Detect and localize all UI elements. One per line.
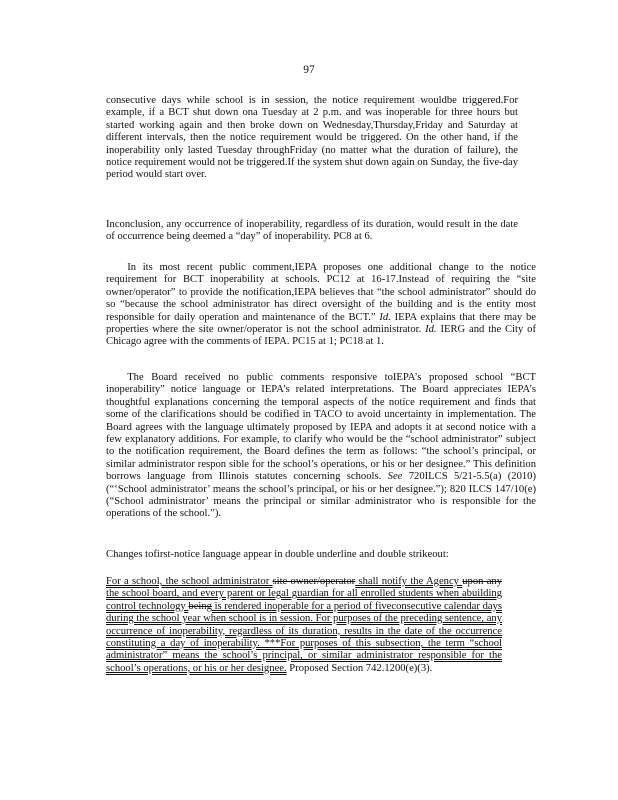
page-number: 97 <box>303 64 315 76</box>
citation-see: See <box>387 471 403 483</box>
paragraph-conclusion: Inconclusion, any occurrence of inoperability, regardless of its duration, would result in the date of occurrence being deemed a “day” of inoperability. PC8 at 6. <box>106 219 518 243</box>
p6-citation: Proposed Section 742.1200(e)(3). <box>286 662 433 674</box>
strikeout-upon-any: upon any <box>462 576 502 587</box>
paragraph-notice-trigger-example: consecutive days while school is in session, the notice requirement wouldbe triggered.For example, if a BCT shut down ona Tuesday at 2 p.m. and was inoperable for three hours but started working again and then broke down on Wednesday,Thursday,Friday and Saturday at different intervals, then the notice requirement would be triggered. On the other hand, if the inoperability only lasted Tuesday throughFriday (no matter what the duration of failure), the notice requirement would not be triggered.If the system shut down again on Sunday, the five-day period would start over. <box>106 95 518 181</box>
strikeout-being: being <box>188 600 212 612</box>
citation-id-1: Id. <box>379 311 391 323</box>
p6-text-b: shall notify the Agency <box>355 576 463 587</box>
p6-text-c: the school board, and every parent or legal guardian for all enrolled students when abuilding control technology <box>106 588 502 612</box>
p6-text-a: For a school, the school administrator <box>106 576 273 587</box>
p4-text-b: 720ILCS 5/21-5.5(a) (2010) (“‘School administrator’ means the school’s principal, or his or her designee.”); 820 ILCS 147/10(e) (“School administrator’ means the principal or similar administrator who is responsible for the operations of the school.”). <box>106 471 536 520</box>
proposed-rule-text <box>106 576 502 675</box>
p6-text-d: is rendered inoperable for a period of fiveconsecutive calendar days during the school year when school is in session. For purposes of the preceding sentence, any occurrence of inoperability, regardless of its duration, results in the date of the occurrence constituting a day of inoperability. ***For purposes of this subsection, the term “school administrator” means the school’s principal, or similar administrator responsible for the school’s operations, or his or her designee. <box>106 600 502 674</box>
p3-text-b: IEPA explains that there may be properties where the site owner/operator is not the school administrator. <box>106 311 536 336</box>
strikeout-site-owner: site owner/operator <box>272 576 356 587</box>
paragraph-board-findings <box>106 372 536 521</box>
p3-text-a: In its most recent public comment,IEPA proposes one additional change to the notice requirement for BCT inoperability at schools. PC12 at 16-17.Instead of requiring the “site owner/operator” to provide the notification,IEPA believes that “the school administrator” should do so “because the school administrator has direct oversight of the building and is the entity most responsible for daily operation and maintenance of the BCT.” <box>106 262 536 323</box>
paragraph-changes-intro: Changes tofirst-notice language appear in double underline and double strikeout: <box>106 549 449 560</box>
citation-id-2: Id. <box>425 324 437 336</box>
paragraph-iepa-comment <box>106 262 536 349</box>
p3-text-c: IERG and the City of Chicago agree with the comments of IEPA. PC15 at 1; PC18 at 1. <box>106 324 536 348</box>
p4-text-a: The Board received no public comments responsive toIEPA’s proposed school “BCT inoperability” notice language or IEPA’s related interpretations. The Board appreciates IEPA’s thoughtful explanations concerning the temporal aspects of the notice requirement and finds that some of the clarifications should be codified in TACO to avoid uncertainty in implementation. The Board agrees with the language ultimately proposed by IEPA and adopts it at second notice with a few explanatory additions. For example, to clarify who would be the “school administrator” subject to the notification requirement, the Board defines the term as follows: “the school’s principal, or similar administrator respon sible for the school’s operations, or his or her designee.” This definition borrows language from Illinois statutes concerning schools. <box>106 372 536 483</box>
